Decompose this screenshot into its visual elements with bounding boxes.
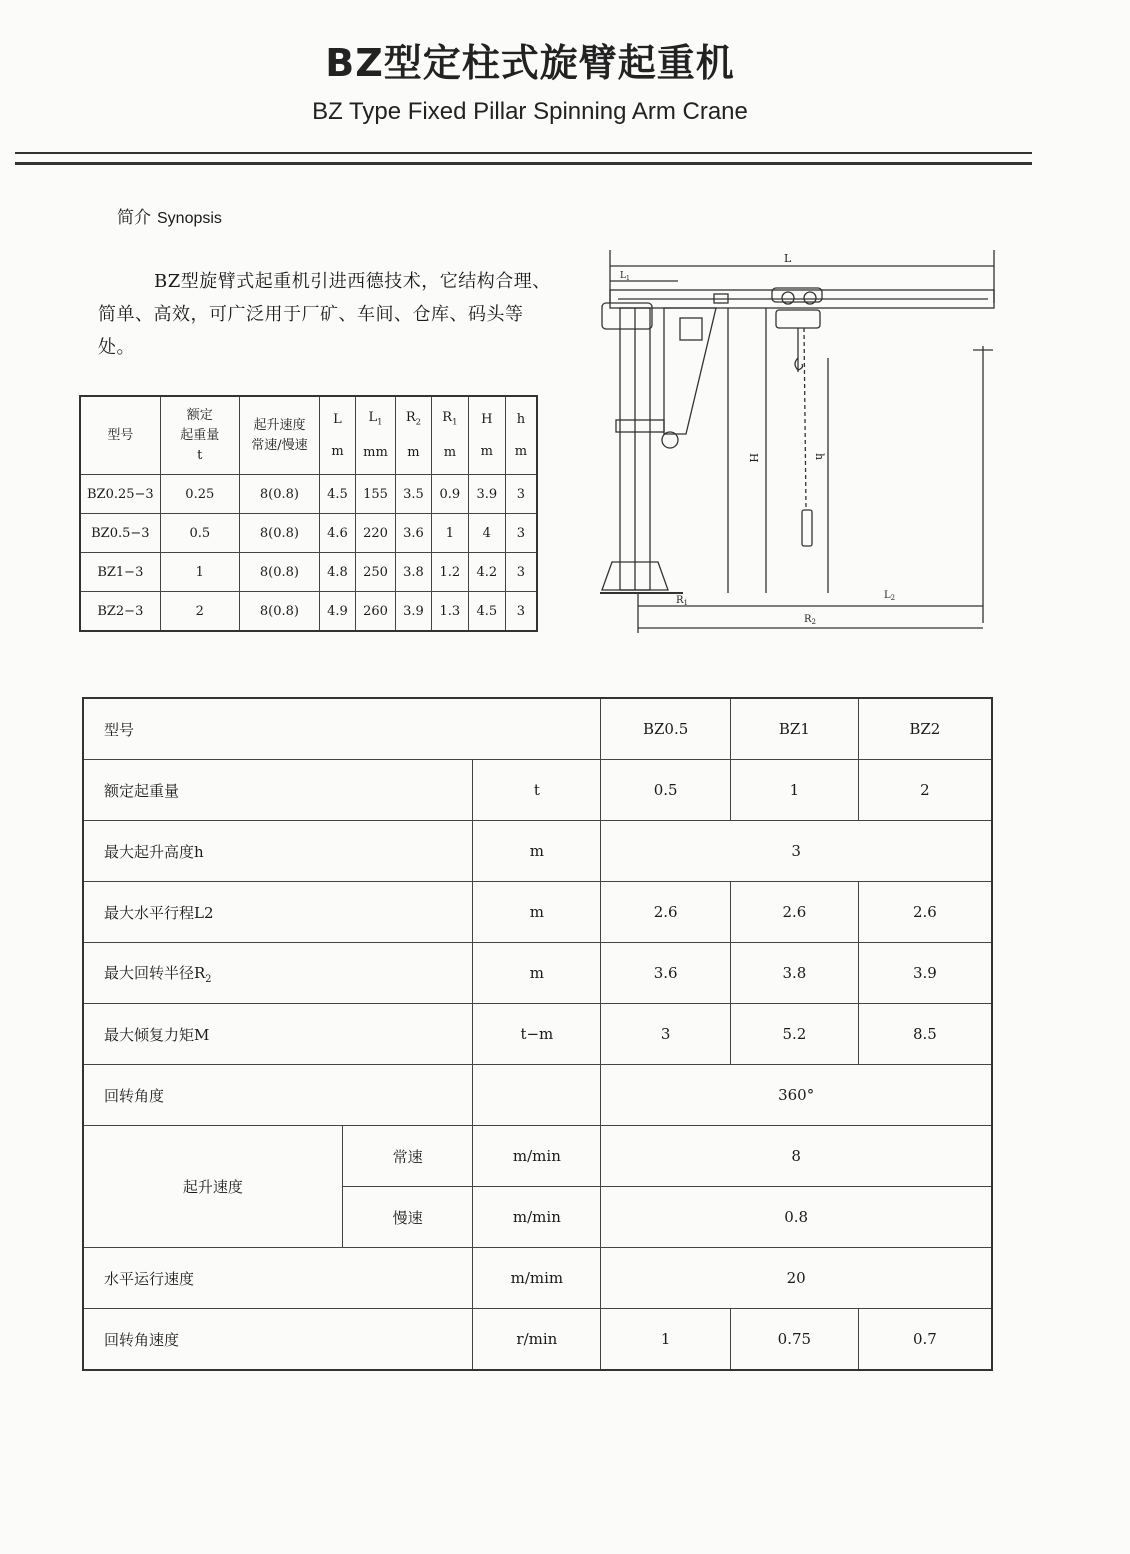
param-value: 2 <box>858 760 992 821</box>
table-cell: BZ0.25−3 <box>80 475 160 514</box>
table-row <box>80 475 537 514</box>
param-value: 0.7 <box>858 1309 992 1371</box>
table-row <box>80 514 537 553</box>
param-unit <box>473 1065 601 1126</box>
spec-header-h: h m <box>505 396 537 475</box>
crane-diagram <box>598 248 998 633</box>
pillar-collar <box>616 420 664 432</box>
param-row-capacity <box>83 760 992 821</box>
param-label-model: 型号 <box>83 698 601 760</box>
param-unit: m <box>473 821 601 882</box>
spec-header-row <box>80 396 537 475</box>
table-cell: 4.5 <box>320 475 356 514</box>
table-cell: BZ1−3 <box>80 553 160 592</box>
param-value: 1 <box>601 1309 731 1371</box>
param-unit: m/min <box>473 1187 601 1248</box>
page-subtitle: BZ Type Fixed Pillar Spinning Arm Crane <box>312 98 748 125</box>
param-value: 3.9 <box>858 943 992 1004</box>
param-unit: r/min <box>473 1309 601 1371</box>
header-rule-top <box>15 152 1032 154</box>
table-cell: 0.9 <box>431 475 468 514</box>
param-value: 360° <box>601 1065 992 1126</box>
table-cell: 1.3 <box>431 592 468 632</box>
param-label-slew-angle: 回转角度 <box>83 1065 473 1126</box>
param-label-max-radius: 最大回转半径$R_2$ <box>83 943 473 1004</box>
param-row-max-radius <box>83 943 992 1004</box>
param-unit: m/min <box>473 1126 601 1187</box>
table-cell: 155 <box>355 475 395 514</box>
table-row <box>80 592 537 632</box>
synopsis-text: BZ型旋臂式起重机引进西德技术，它结构合理、简单、高效，可广泛用于厂矿、车间、仓库、码头等处。 <box>98 271 551 358</box>
param-table-body <box>82 697 993 1371</box>
dim-label-L1: $L_1$ <box>620 271 630 282</box>
spec-header-lift-speed: 起升速度 常速/慢速 <box>239 396 319 475</box>
param-value: 0.75 <box>731 1309 859 1371</box>
hoist-body <box>776 310 820 328</box>
param-model-1: BZ1 <box>731 698 859 760</box>
param-value: 3 <box>601 1004 731 1065</box>
arm-bracket <box>664 308 716 434</box>
table-row <box>80 553 537 592</box>
table-cell: 8(0.8) <box>239 514 319 553</box>
param-label-max-moment: 最大倾复力矩M <box>83 1004 473 1065</box>
hook <box>795 358 803 370</box>
param-label-travel-speed: 水平运行速度 <box>83 1248 473 1309</box>
table-cell: 3 <box>505 475 537 514</box>
table-cell: 8(0.8) <box>239 475 319 514</box>
table-cell: 1.2 <box>431 553 468 592</box>
table-cell: 0.5 <box>160 514 239 553</box>
param-value: 2.6 <box>601 882 731 943</box>
param-value: 3.6 <box>601 943 731 1004</box>
dim-label-H: H <box>747 453 760 463</box>
param-value: 2.6 <box>731 882 859 943</box>
param-label-max-travel: 最大水平行程L2 <box>83 882 473 943</box>
param-row-max-moment <box>83 1004 992 1065</box>
param-value: 5.2 <box>731 1004 859 1065</box>
param-row-lift-speed-normal <box>83 1126 992 1187</box>
param-unit: m <box>473 882 601 943</box>
param-row-max-travel <box>83 882 992 943</box>
param-value: 3.8 <box>731 943 859 1004</box>
spec-header-capacity: 额定 起重量 t <box>160 396 239 475</box>
spec-header-R1: $R_1$ m <box>431 396 468 475</box>
table-cell: 3 <box>505 592 537 632</box>
param-row-travel-speed <box>83 1248 992 1309</box>
spec-header-R2: $R_2$ m <box>396 396 432 475</box>
param-value: 8.5 <box>858 1004 992 1065</box>
param-value: 2.6 <box>858 882 992 943</box>
dim-label-R2: $R_2$ <box>804 614 816 626</box>
spec-header-H: H m <box>468 396 505 475</box>
table-cell: 3.6 <box>396 514 432 553</box>
table-cell: 2 <box>160 592 239 632</box>
pendant-cable <box>804 328 806 510</box>
table-cell: 4 <box>468 514 505 553</box>
synopsis-heading <box>117 203 222 228</box>
param-row-model <box>83 698 992 760</box>
param-label-capacity: 额定起重量 <box>83 760 473 821</box>
param-model-0: BZ0.5 <box>601 698 731 760</box>
param-unit: m/mim <box>473 1248 601 1309</box>
param-value: 20 <box>601 1248 992 1309</box>
param-label-lift-speed: 起升速度 <box>83 1126 342 1248</box>
table-cell: 1 <box>431 514 468 553</box>
synopsis-heading-en: Synopsis <box>157 210 222 227</box>
table-cell: 260 <box>355 592 395 632</box>
spec-table <box>79 395 538 632</box>
table-cell: 8(0.8) <box>239 592 319 632</box>
table-cell: 4.2 <box>468 553 505 592</box>
table-cell: BZ0.5−3 <box>80 514 160 553</box>
param-value: 1 <box>731 760 859 821</box>
synopsis-heading-cn: 简介 <box>117 208 151 228</box>
table-cell: 3.9 <box>468 475 505 514</box>
slew-motor <box>680 318 702 340</box>
table-cell: 3.5 <box>396 475 432 514</box>
param-row-slew-angle <box>83 1065 992 1126</box>
table-cell: 3 <box>505 553 537 592</box>
table-cell: 3 <box>505 514 537 553</box>
table-cell: 3.9 <box>396 592 432 632</box>
spec-header-L: L m <box>320 396 356 475</box>
param-sublabel-slow: 慢速 <box>342 1187 473 1248</box>
param-label-max-lift-height: 最大起升高度h <box>83 821 473 882</box>
param-label-slew-speed: 回转角速度 <box>83 1309 473 1371</box>
table-cell: 8(0.8) <box>239 553 319 592</box>
header-rule-bottom <box>15 162 1032 165</box>
param-unit: t <box>473 760 601 821</box>
pendant-control <box>802 510 812 546</box>
spec-header-L1: $L_1$ mm <box>355 396 395 475</box>
param-row-slew-speed <box>83 1309 992 1371</box>
table-cell: 4.6 <box>320 514 356 553</box>
param-sublabel-normal: 常速 <box>342 1126 473 1187</box>
page-title: BZ型定柱式旋臂起重机 <box>325 41 735 85</box>
table-cell: 1 <box>160 553 239 592</box>
dim-label-R1: $R_1$ <box>676 595 688 607</box>
table-cell: BZ2−3 <box>80 592 160 632</box>
param-value: 8 <box>601 1126 992 1187</box>
table-cell: 250 <box>355 553 395 592</box>
table-cell: 220 <box>355 514 395 553</box>
table-cell: 4.9 <box>320 592 356 632</box>
dim-label-L: L <box>784 252 792 265</box>
param-unit: t−m <box>473 1004 601 1065</box>
dim-label-h: h <box>813 453 826 461</box>
param-row-max-lift-height <box>83 821 992 882</box>
table-cell: 0.25 <box>160 475 239 514</box>
dim-label-L2: $L_2$ <box>884 590 896 602</box>
param-value: 0.8 <box>601 1187 992 1248</box>
param-model-2: BZ2 <box>858 698 992 760</box>
param-value: 0.5 <box>601 760 731 821</box>
param-value: 3 <box>601 821 992 882</box>
table-cell: 4.5 <box>468 592 505 632</box>
table-cell: 3.8 <box>396 553 432 592</box>
spec-header-model: 型号 <box>80 396 160 475</box>
param-unit: m <box>473 943 601 1004</box>
table-cell: 4.8 <box>320 553 356 592</box>
